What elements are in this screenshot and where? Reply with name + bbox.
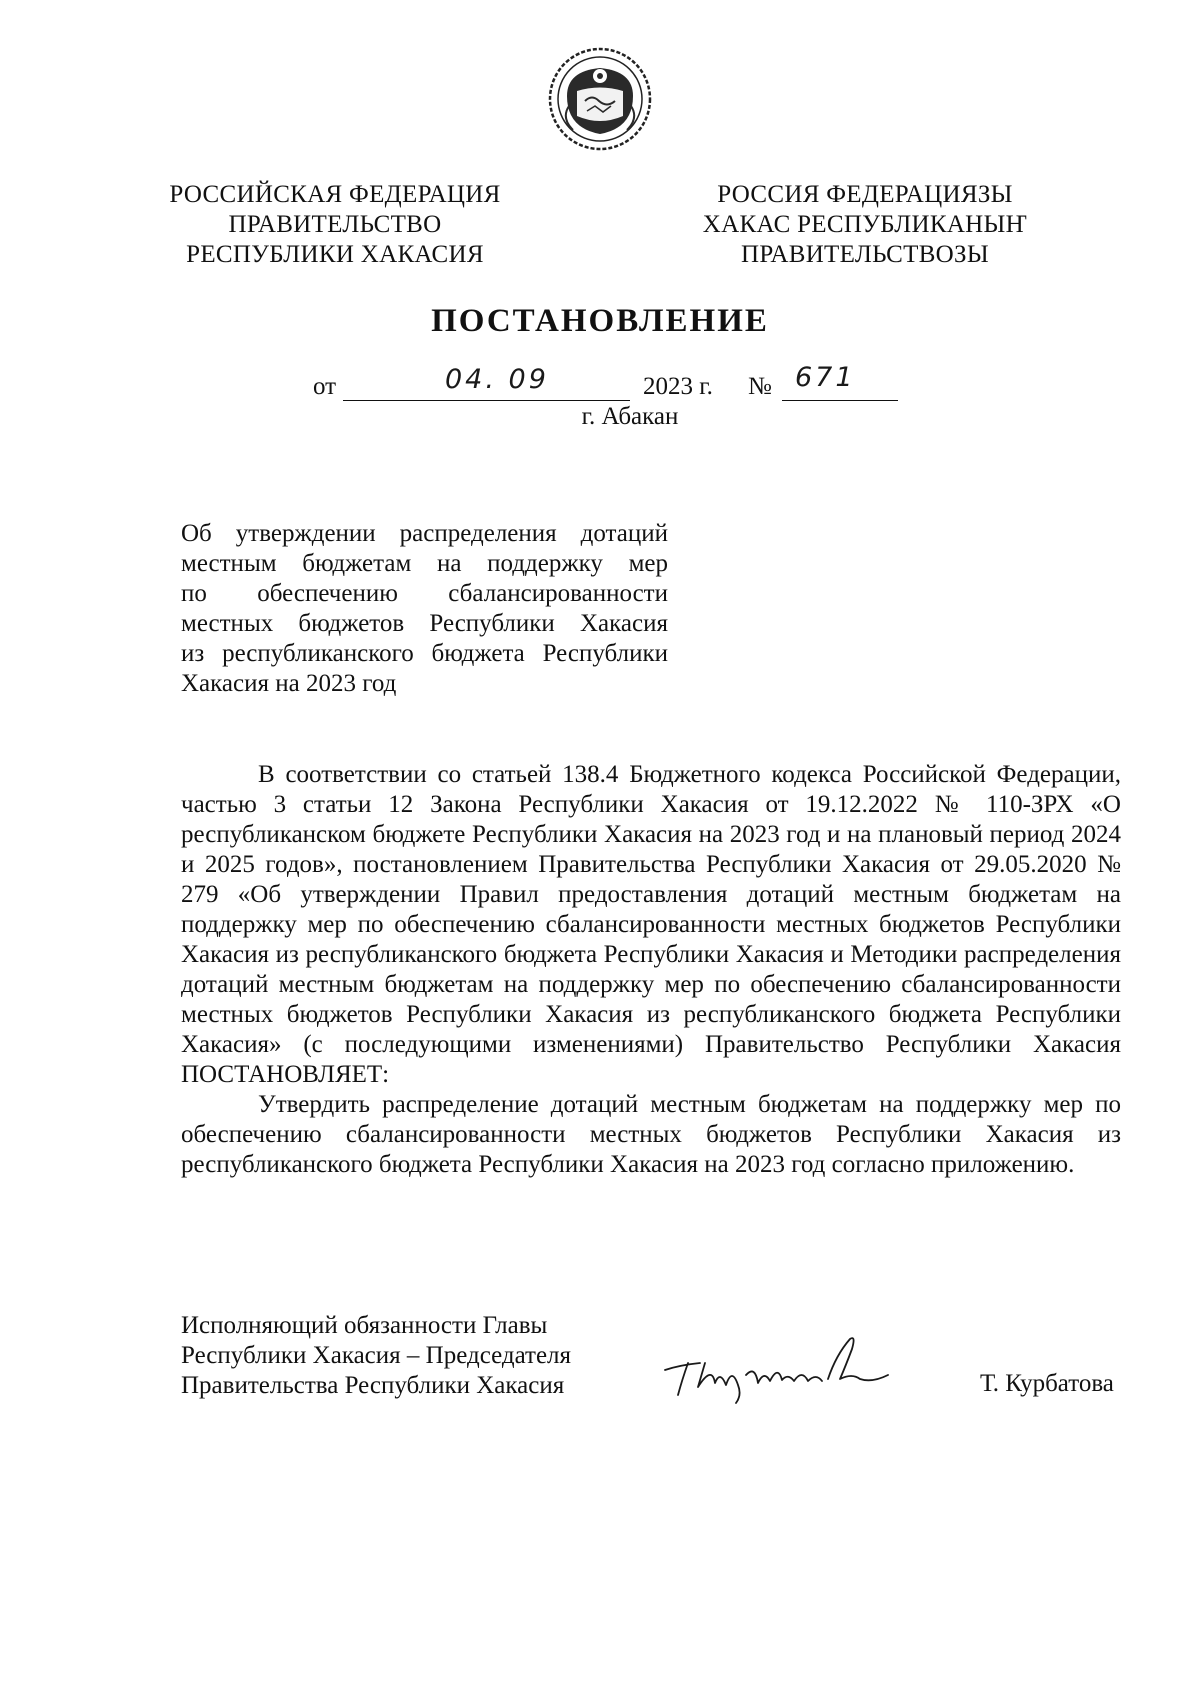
header-right [670,180,1060,270]
document-title: ПОСТАНОВЛЕНИЕ [431,303,769,339]
date-from-label: от [313,373,337,400]
position-line: Правительства Республики Хакасия [181,1372,565,1399]
header-left [150,180,520,270]
city: г. Абакан [581,403,679,430]
subject-line: по обеспечению сбалансированности [181,580,668,607]
signatory-position [181,1311,571,1401]
body-paragraph: Утвердить распределение дотаций местным бюджетам на поддержку мер по обеспечению сбалансированности местных бюджетов Республики Хакасия из республиканского бюджета Республики Хакасия на 2023 год согласно приложению. [181,1091,1121,1178]
subject-line: Об утверждении распределения дотаций [181,520,668,547]
number-handwritten: 671 [795,362,856,393]
date-handwritten: 04. 09 [445,364,549,395]
header-right-line: ПРАВИТЕЛЬСТВОЗЫ [741,241,989,268]
document-body [181,760,1121,1180]
position-line: Исполняющий обязанности Главы [181,1312,548,1339]
number-underline [782,400,898,401]
header-left-line: РОССИЙСКАЯ ФЕДЕРАЦИЯ [169,181,501,208]
subject-line: местных бюджетов Республики Хакасия [181,610,668,637]
date-underline [343,400,630,401]
year-label: 2023 г. [643,373,713,400]
document-subject [181,519,668,699]
subject-line: из республиканского бюджета Республики [181,640,668,667]
number-label: № [748,373,772,400]
header-left-line: РЕСПУБЛИКИ ХАКАСИЯ [186,241,484,268]
signer-name: Т. Курбатова [980,1370,1114,1397]
header-left-line: ПРАВИТЕЛЬСТВО [228,211,442,238]
subject-line: местным бюджетам на поддержку мер [181,550,668,577]
position-line: Республики Хакасия – Председателя [181,1342,572,1369]
header-right-line: ХАКАС РЕСПУБЛИКАНЫҤ [702,211,1028,238]
khakassia-coat-of-arms-icon [547,46,653,152]
header-right-line: РОССИЯ ФЕДЕРАЦИЯЗЫ [717,181,1013,208]
body-paragraph: В соответствии со статьей 138.4 Бюджетного кодекса Российской Федерации, частью 3 статьи 12 Закона Республики Хакасия от 19.12.2022 № 110-ЗРХ «О республиканском бюджете Республики Хакасия на 2023 год и на плановый период 2024 и 2025 годов», постановлением Правительства Республики Хакасия от 29.05.2020 № 279 «Об утверждении Правил предоставления дотаций местным бюджетам на поддержку мер по обеспечению сбалансированности местных бюджетов Республики Хакасия из республиканского бюджета Республики Хакасия и Методики распределения дотаций местным бюджетам на поддержку мер по обеспечению сбалансированности местных бюджетов Республики Хакасия из республиканского бюджета Республики Хакасия» (с последующими изменениями) Правительство Республики Хакасия ПОСТАНОВЛЯЕТ: [181,761,1121,1088]
subject-line: Хакасия на 2023 год [181,670,397,697]
handwritten-signature-icon [660,1325,900,1405]
